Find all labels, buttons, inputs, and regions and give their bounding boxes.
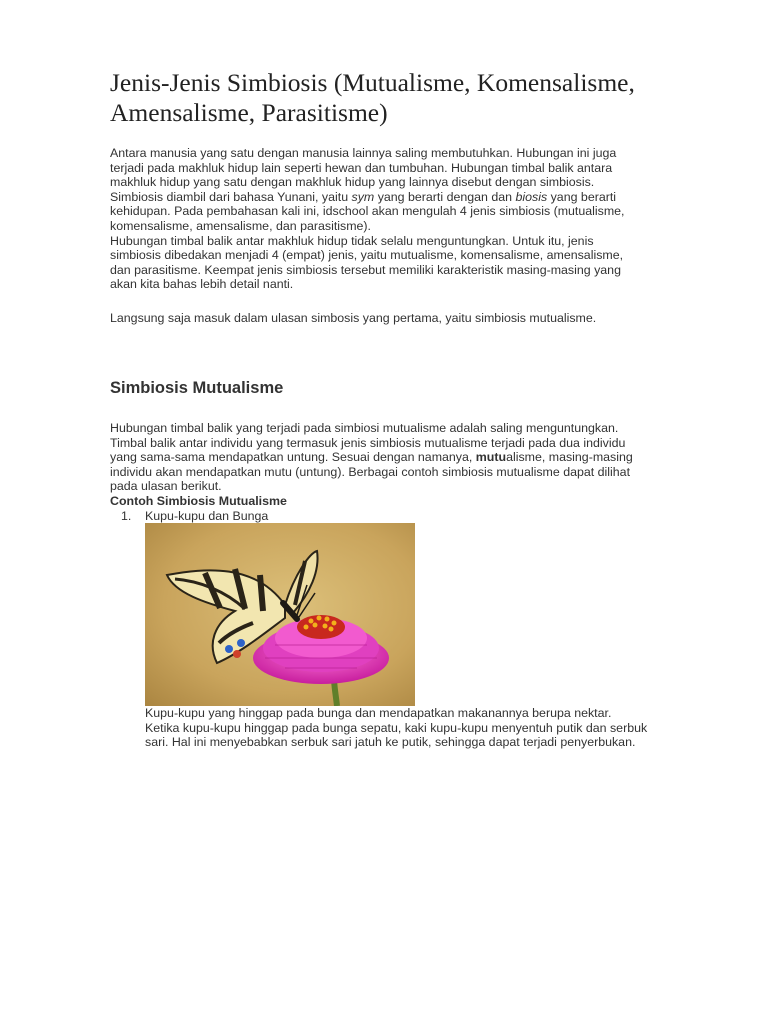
term-biosis: biosis bbox=[515, 189, 548, 204]
text-line: komensalisme, amensalisme, dan parasitisme). bbox=[110, 218, 371, 233]
text-line: Ketika kupu-kupu hinggap pada bunga sepatu, kaki kupu-kupu menyentuh putik dan serbuk bbox=[145, 720, 648, 735]
title-line: Jenis-Jenis Simbiosis (Mutualisme, Komensalisme, bbox=[110, 68, 635, 97]
page-title bbox=[110, 68, 710, 128]
term-sym: sym bbox=[351, 189, 375, 204]
text-line: Timbal balik antar individu yang termasuk jenis simbiosis mutualisme terjadi pada dua individu bbox=[110, 435, 626, 450]
list-item-label: Kupu-kupu dan Bunga bbox=[145, 509, 269, 523]
text-line: Antara manusia yang satu dengan manusia lainnya saling membutuhkan. Hubungan ini juga bbox=[110, 146, 617, 160]
text-run: alisme, masing-masing bbox=[506, 450, 633, 465]
text-line: individu akan mendapatkan mutu (untung). Berbagai contoh simbiosis mutualisme dapat dilihat bbox=[110, 464, 631, 479]
text-line: Hubungan timbal balik antar makhluk hidup tidak selalu menguntungkan. Untuk itu, jenis bbox=[110, 233, 594, 248]
intro-paragraph bbox=[110, 146, 700, 292]
text-line: pada ulasan berikut. bbox=[110, 479, 222, 494]
text-line: kehidupan. Pada pembahasan kali ini, idschool akan mengulah 4 jenis simbiosis (mutualisme, bbox=[110, 204, 625, 219]
examples-heading: Contoh Simbiosis Mutualisme bbox=[110, 494, 287, 508]
text-line: Hubungan timbal balik yang terjadi pada simbiosi mutualisme adalah saling menguntungkan. bbox=[110, 421, 619, 435]
list-item-number: 1. bbox=[121, 509, 132, 523]
text-line bbox=[110, 450, 700, 465]
butterfly-flower-photo bbox=[145, 523, 415, 706]
text-line bbox=[110, 190, 700, 205]
lead-in-paragraph: Langsung saja masuk dalam ulasan simbosis yang pertama, yaitu simbiosis mutualisme. bbox=[110, 311, 597, 325]
text-line: dan parasitisme. Keempat jenis simbiosis tersebut memiliki karakteristik masing-masing yang bbox=[110, 262, 621, 277]
text-line: Kupu-kupu yang hinggap pada bunga dan mendapatkan makanannya berupa nektar. bbox=[145, 706, 612, 720]
photo-caption bbox=[145, 706, 705, 750]
text-run: yang berarti bbox=[547, 189, 617, 204]
text-line: simbiosis dibedakan menjadi 4 (empat) jenis, yaitu mutualisme, komensalisme, amensalisme, bbox=[110, 248, 624, 263]
text-line: terjadi pada makhluk hidup lain seperti hewan dan tumbuhan. Hubungan timbal balik antara bbox=[110, 160, 613, 175]
term-mutu: mutu bbox=[475, 450, 507, 465]
text-run: yang berarti dengan dan bbox=[374, 189, 516, 204]
mutualism-paragraph bbox=[110, 421, 700, 494]
text-run: yang sama-sama mendapatkan untung. Sesuai dengan namanya, bbox=[110, 450, 476, 465]
title-line: Amensalisme, Parasitisme) bbox=[110, 98, 388, 127]
text-line: makhluk hidup yang satu dengan makhluk hidup yang lainnya disebut dengan simbiosis. bbox=[110, 175, 595, 190]
text-run: Simbiosis diambil dari bahasa Yunani, yaitu bbox=[110, 189, 352, 204]
text-line: sari. Hal ini menyebabkan serbuk sari jatuh ke putik, sehingga dapat terjadi penyerbukan. bbox=[145, 735, 636, 750]
section-heading: Simbiosis Mutualisme bbox=[110, 379, 284, 397]
text-line: akan kita bahas lebih detail nanti. bbox=[110, 277, 294, 292]
